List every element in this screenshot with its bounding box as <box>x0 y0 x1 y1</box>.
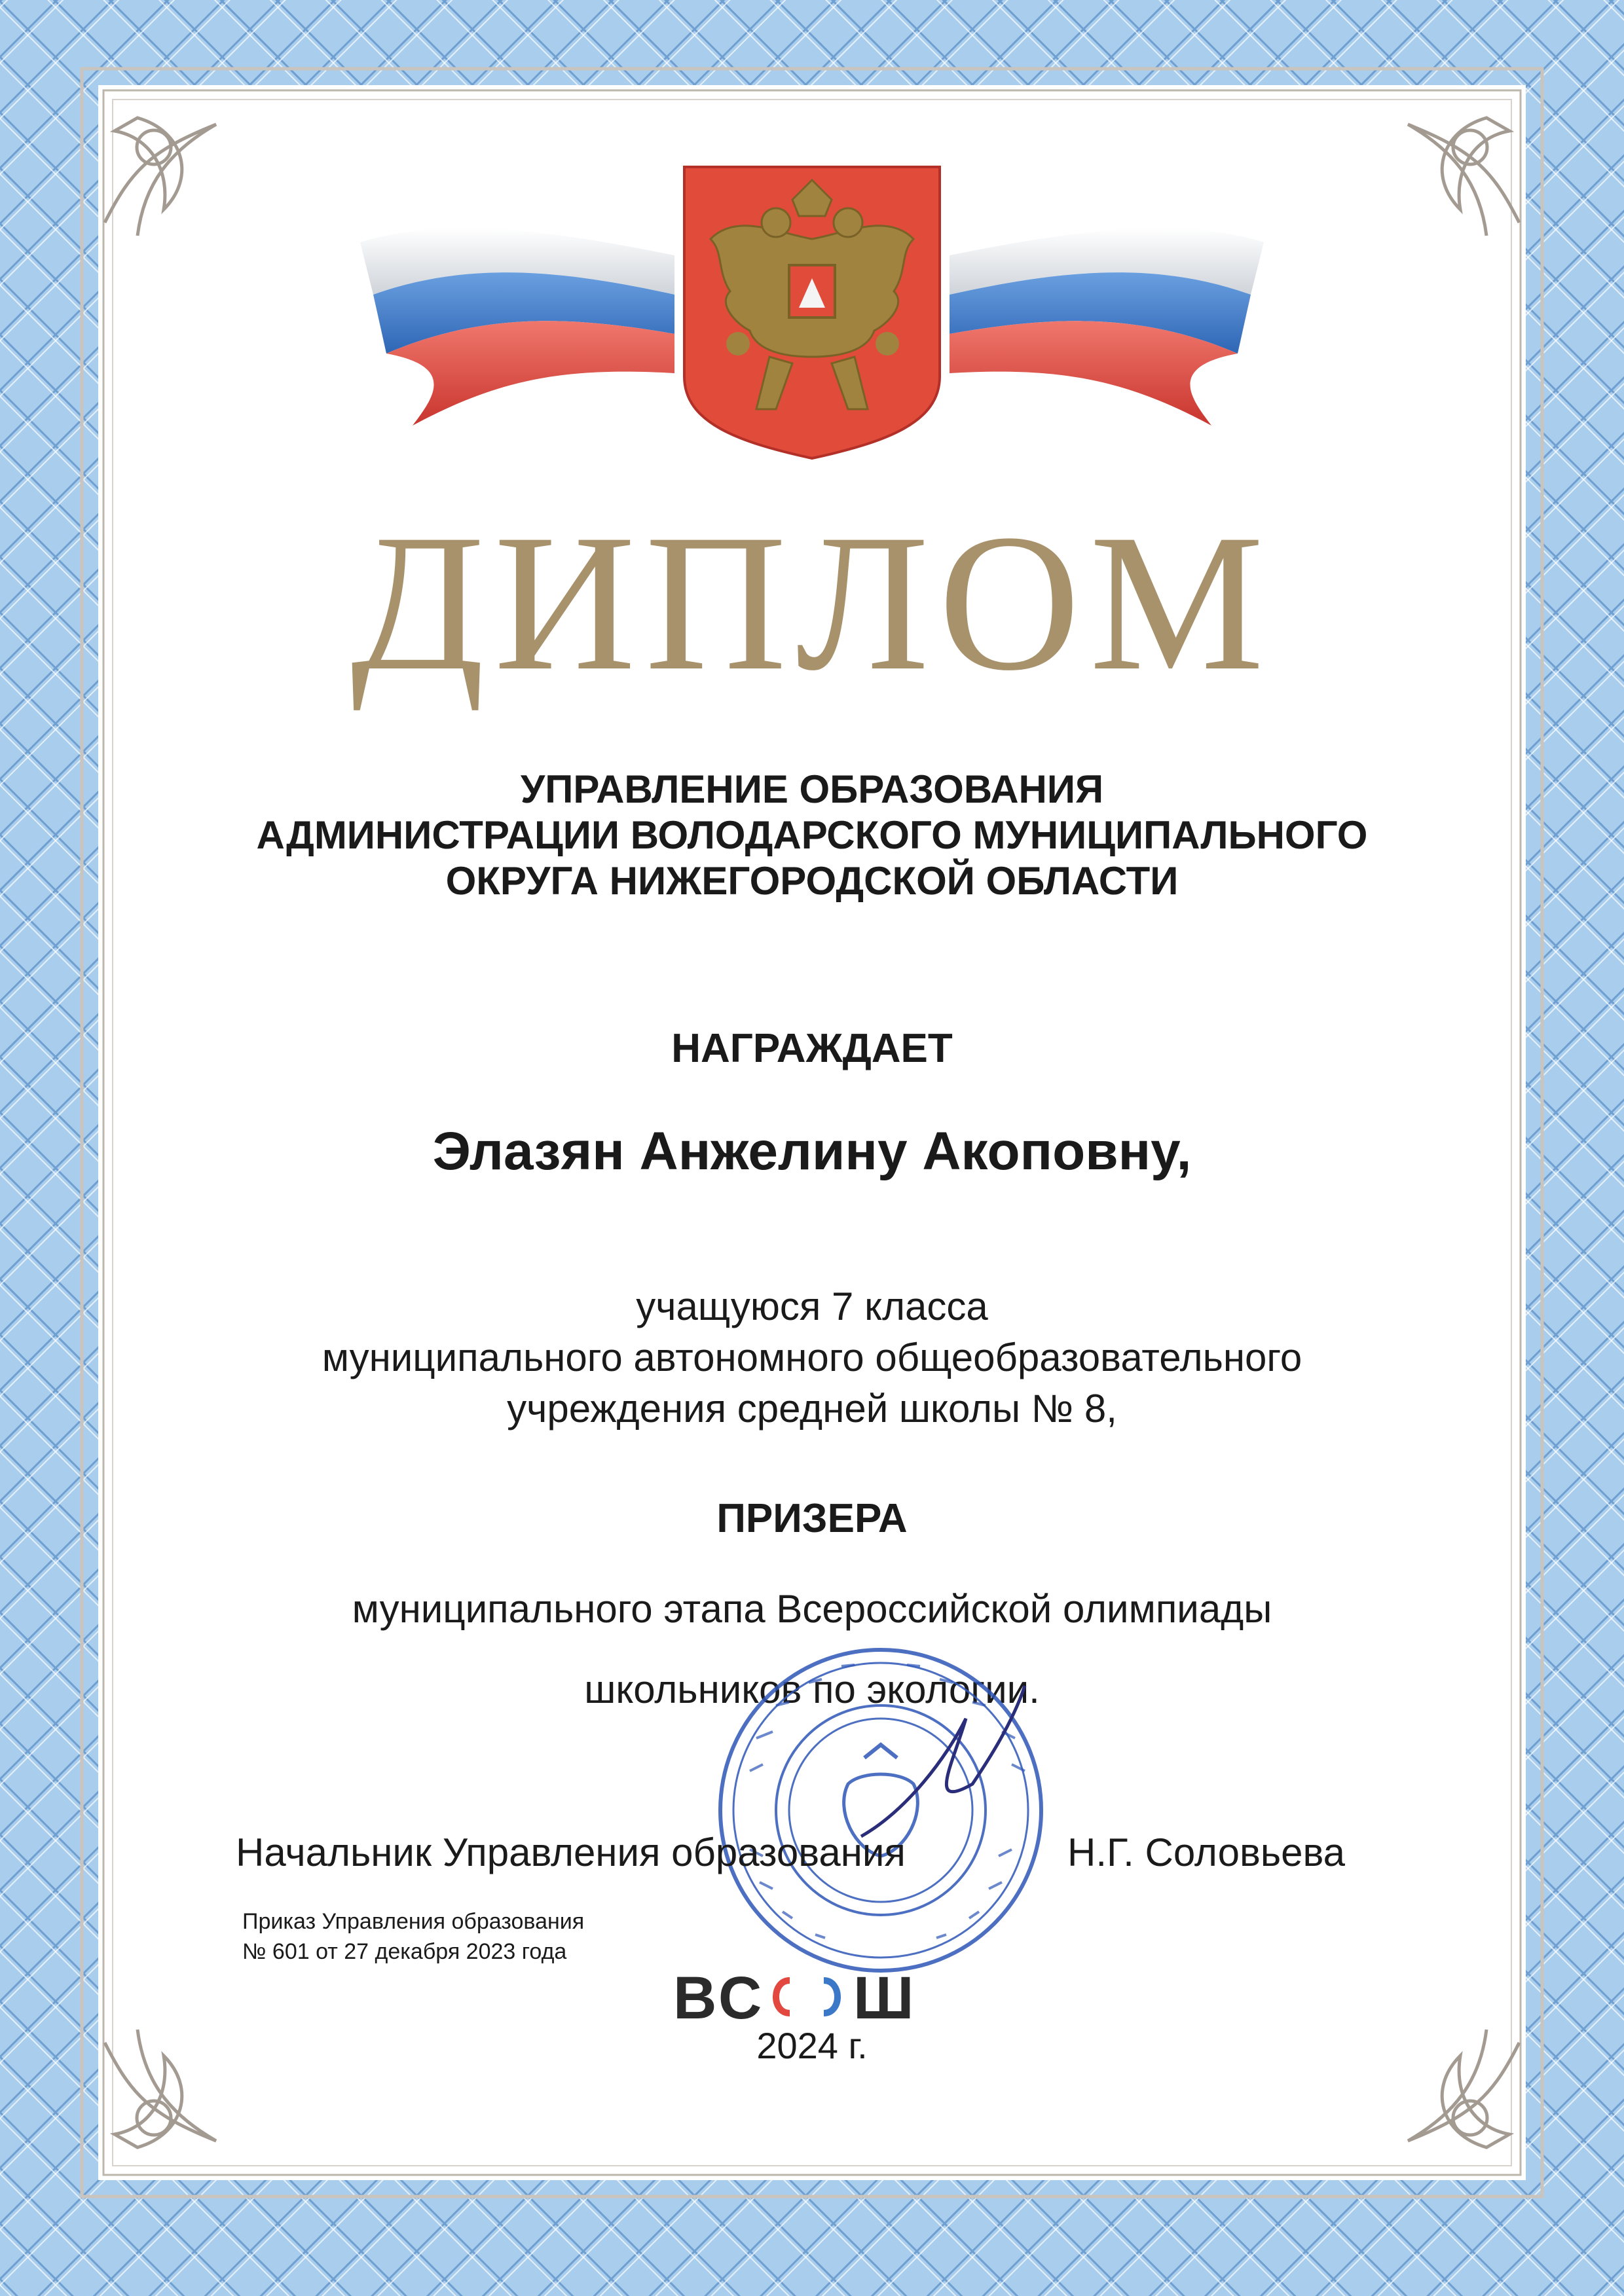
coat-of-arms-icon <box>678 160 946 462</box>
svg-text:ВС: ВС <box>673 1967 766 2026</box>
signatory-name: Н.Г. Соловьева <box>1067 1831 1346 1874</box>
official-stamp <box>710 1640 1051 1980</box>
recipient-detail-1: учащуюся 7 класса <box>636 1285 988 1328</box>
recipient-name: Элазян Анжелину Акоповну, <box>432 1121 1192 1181</box>
recipient-detail-2: муниципального автономного общеобразовательного <box>322 1336 1302 1379</box>
organization-line-3: ОКРУГА НИЖЕГОРОДСКОЙ ОБЛАСТИ <box>445 859 1179 903</box>
flag-ribbon-right <box>936 216 1277 426</box>
svg-text:Ш: Ш <box>853 1967 914 2026</box>
recipient-detail-3: учреждения средней школы № 8, <box>507 1387 1117 1430</box>
organization-line-1: УПРАВЛЕНИЕ ОБРАЗОВАНИЯ <box>520 767 1104 811</box>
organization-line-2: АДМИНИСТРАЦИИ ВОЛОДАРСКОГО МУНИЦИПАЛЬНОГО <box>256 813 1368 857</box>
signatory-title: Начальник Управления образования <box>236 1831 906 1874</box>
order-line-2: № 601 от 27 декабря 2023 года <box>242 1939 567 1964</box>
event-line-2: школьников по экологии. <box>584 1667 1040 1711</box>
flag-ribbon-left <box>347 216 688 426</box>
event-line-1: муниципального этапа Всероссийской олимпиады <box>352 1587 1272 1631</box>
vsosh-logo <box>673 1967 948 2026</box>
order-line-1: Приказ Управления образования <box>242 1909 585 1934</box>
status-label: ПРИЗЕРА <box>716 1496 908 1541</box>
page-title: ДИПЛОМ <box>350 494 1274 711</box>
year: 2024 г. <box>756 2025 868 2066</box>
awards-label: НАГРАЖДАЕТ <box>671 1026 953 1071</box>
